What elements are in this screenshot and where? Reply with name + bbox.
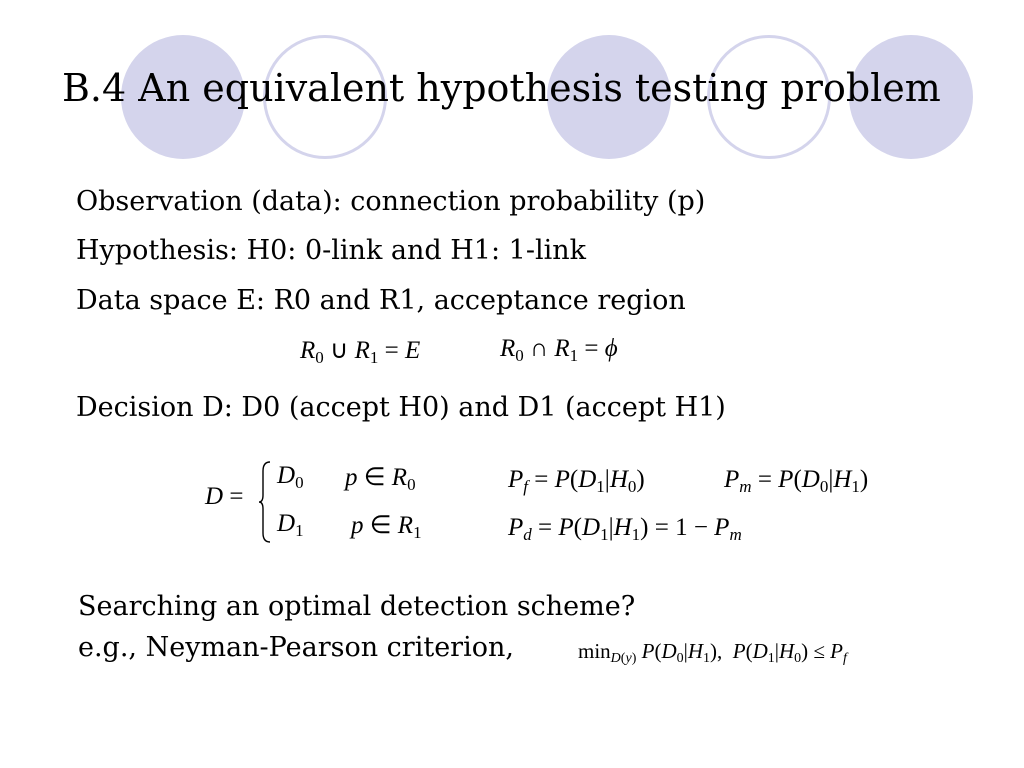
union-formula: $R_0$ ∪ $R_1 = E$ [300,337,421,367]
curly-brace-icon [258,461,272,543]
pm-formula: $P_m = P(D_0|H_1)$ [724,466,869,496]
hypothesis-line: Hypothesis: H0: 0-link and H1: 1-link [76,235,586,266]
searching-line: Searching an optimal detection scheme? [78,591,636,622]
intersection-formula: $R_0$ ∩ $R_1 = \phi$ [500,335,618,365]
observation-line: Observation (data): connection probability (p) [76,186,706,217]
decision-cond-r1: p ∈ $R_1$ [351,512,422,542]
decision-rule-lhs: D = [205,483,244,510]
neyman-pearson-formula: $\min_{D(y)} P(D_0|H_1)$, $P(D_1|H_0) \le P_f$ [578,639,847,666]
decision-line: Decision D: D0 (accept H0) and D1 (accept H1) [76,392,726,423]
example-line: e.g., Neyman-Pearson criterion, [78,632,514,663]
decision-case-d1: $D_1$ [277,510,304,540]
slide-title: B.4 An equivalent hypothesis testing problem [62,66,941,110]
data-space-line: Data space E: R0 and R1, acceptance region [76,285,686,316]
decision-cond-r0: p ∈ $R_0$ [345,464,416,494]
pf-formula: $P_f = P(D_1|H_0)$ [508,466,645,496]
decision-case-d0: $D_0$ [277,462,304,492]
pd-formula: $P_d = P(D_1|H_1) = 1 - P_m$ [508,514,742,544]
